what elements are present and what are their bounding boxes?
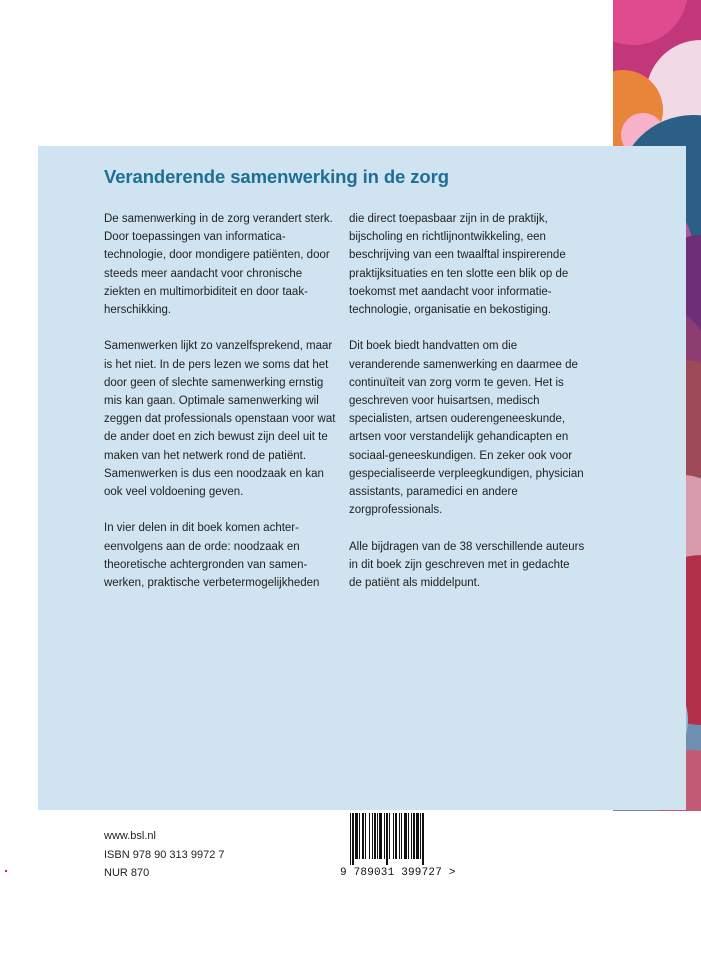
paragraph: In vier delen in dit boek komen achter-eenvolgens aan de orde: noodzaak en theoretische achtergronden van samen-werken, praktische verbetermogelijkheden bbox=[104, 522, 320, 590]
left-text-column bbox=[104, 210, 340, 610]
right-text-column bbox=[349, 210, 585, 610]
isbn-barcode bbox=[340, 813, 456, 883]
barcode-number: 9 789031 399727 > bbox=[340, 867, 456, 879]
barcode-bars-graphic bbox=[340, 813, 456, 865]
publisher-info bbox=[104, 827, 224, 883]
book-title: Veranderende samenwerking in de zorg bbox=[104, 166, 449, 187]
paragraph: Samenwerken lijkt zo vanzelfsprekend, maar is het niet. In de pers lezen we soms dat het door geen of slechte samenwerking ernstig mis kan gaan. Optimale samenwerking wil zeggen dat professionals openstaan voor wat de ander doet en zich bewust zijn deel uit te maken van het netwerk rond de patiënt. Samenwerken is dus een noodzaak en kan ook veel voldoening geven. bbox=[104, 340, 336, 499]
print-mark bbox=[5, 870, 7, 872]
paragraph: Alle bijdragen van de 38 verschillende auteurs in dit boek zijn geschreven met in gedachte de patiënt als middelpunt. bbox=[349, 540, 585, 590]
website-url: www.bsl.nl bbox=[104, 830, 156, 842]
isbn-number: ISBN 978 90 313 9972 7 bbox=[104, 848, 225, 861]
nur-code: NUR 870 bbox=[104, 867, 150, 880]
paragraph: De samenwerking in de zorg verandert sterk. Door toepassingen van informatica-technologie, door mondigere patiënten, door steeds meer aandacht voor chronische ziekten en multimorbiditeit en door taak-herschikking. bbox=[104, 213, 333, 317]
paragraph: die direct toepasbaar zijn in de praktijk, bijscholing en richtlijnontwikkeling, een beschrijving van een twaalftal inspirerende praktijksituaties en ten slotte een blik op de toekomst met aandacht voor informatie-technologie, organisatie en bekostiging. bbox=[349, 213, 569, 317]
paragraph: Dit boek biedt handvatten om die veranderende samenwerking en daarmee de continuïteit van zorg vorm te geven. Het is geschreven voor huisartsen, medisch specialisten, artsen ouderengeneeskunde, artsen voor verstandelijk gehandicapten en sociaal-geneeskundigen. En zeker ook voor gespecialiseerde verpleegkundigen, physician assistants, paramedici en andere zorgprofessionals. bbox=[349, 340, 584, 517]
